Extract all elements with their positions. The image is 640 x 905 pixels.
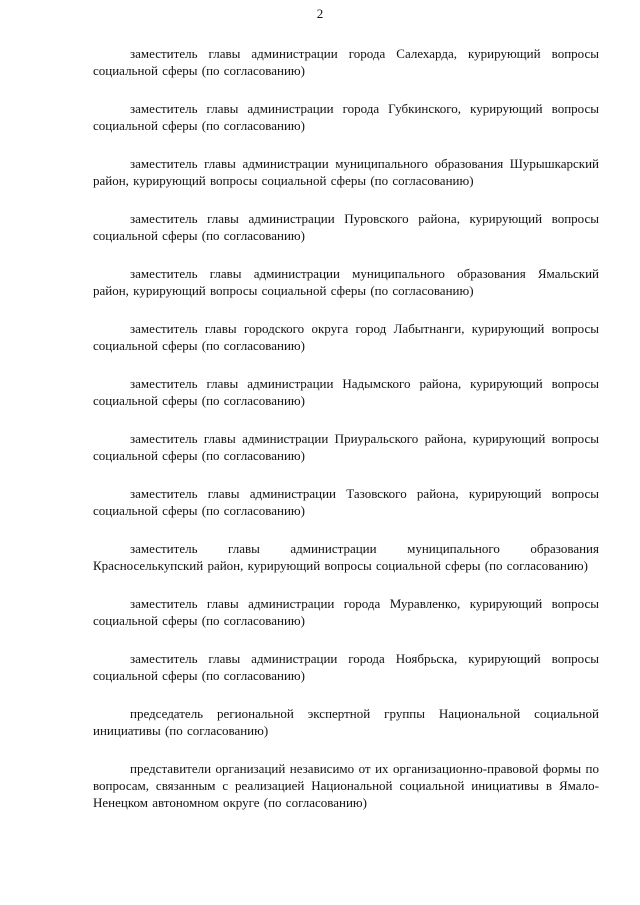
list-item: заместитель главы администрации города Ноябрьска, курирующий вопросы социальной сферы (по согласованию)	[93, 651, 599, 683]
list-item: председатель региональной экспертной группы Национальной социальной инициативы (по согласованию)	[93, 706, 599, 738]
list-item: заместитель главы администрации города Муравленко, курирующий вопросы социальной сферы (по согласованию)	[93, 596, 599, 628]
member-list	[93, 45, 599, 832]
list-item: представители организаций независимо от их организационно-правовой формы по вопросам, связанным с реализацией Национальной социальной инициативы в Ямало-Ненецком автономном округе (по согласованию)	[93, 761, 599, 810]
page-number: 2	[316, 6, 324, 21]
list-item: заместитель главы администрации Пуровского района, курирующий вопросы социальной сферы (по согласованию)	[93, 211, 599, 243]
list-item: заместитель главы администрации Приуральского района, курирующий вопросы социальной сферы (по согласованию)	[93, 431, 599, 463]
list-item: заместитель главы администрации муниципального образования Ямальский район, курирующий вопросы социальной сферы (по согласованию)	[93, 266, 599, 298]
list-item: заместитель главы администрации муниципального образования Красноселькупский район, курирующий вопросы социальной сферы (по согласованию)	[93, 541, 599, 573]
list-item: заместитель главы городского округа город Лабытнанги, курирующий вопросы социальной сферы (по согласованию)	[93, 321, 599, 353]
list-item: заместитель главы администрации муниципального образования Шурышкарский район, курирующий вопросы социальной сферы (по согласованию)	[93, 156, 599, 188]
list-item: заместитель главы администрации Надымского района, курирующий вопросы социальной сферы (по согласованию)	[93, 376, 599, 408]
list-item: заместитель главы администрации города Губкинского, курирующий вопросы социальной сферы (по согласованию)	[93, 101, 599, 133]
list-item: заместитель главы администрации города Салехарда, курирующий вопросы социальной сферы (по согласованию)	[93, 46, 599, 78]
list-item: заместитель главы администрации Тазовского района, курирующий вопросы социальной сферы (по согласованию)	[93, 486, 599, 518]
